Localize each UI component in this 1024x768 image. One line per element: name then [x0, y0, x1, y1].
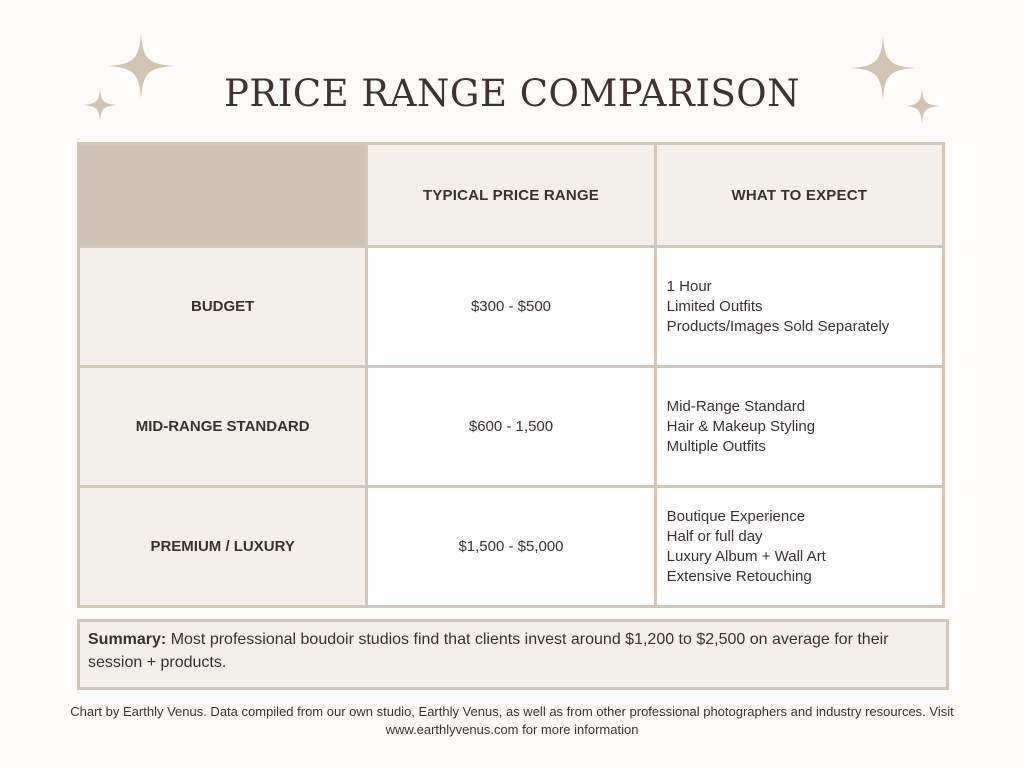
- expect-item: Products/Images Sold Separately: [666, 317, 890, 335]
- expect-item: Luxury Album + Wall Art: [666, 547, 826, 565]
- price-comparison-table: [77, 142, 945, 608]
- header-corner-cell: [79, 144, 367, 247]
- summary-label: Summary:: [88, 631, 167, 648]
- expect-item: 1 Hour: [666, 277, 712, 295]
- expect-item: Boutique Experience: [666, 507, 806, 525]
- page-title: PRICE RANGE COMPARISON: [223, 72, 800, 115]
- expect-item: Limited Outfits: [666, 297, 763, 315]
- column-header-price: TYPICAL PRICE RANGE: [367, 144, 655, 247]
- tier-label: PREMIUM / LUXURY: [79, 487, 367, 607]
- price-range-cell: $1,500 - $5,000: [367, 487, 655, 607]
- expect-item: Half or full day: [666, 527, 763, 545]
- table-row: [79, 247, 944, 367]
- expect-cell: [655, 487, 943, 607]
- expect-cell: [655, 367, 943, 487]
- table-row: [79, 487, 944, 607]
- expect-item: Extensive Retouching: [666, 567, 812, 585]
- summary-box: [77, 619, 949, 690]
- price-range-cell: $300 - $500: [367, 247, 655, 367]
- summary-text: Most professional boudoir studios find that clients invest around $1,200 to $2,500 on average for their session + products.: [88, 631, 889, 671]
- tier-label: MID-RANGE STANDARD: [79, 367, 367, 487]
- footer-credit: Chart by Earthly Venus. Data compiled from our own studio, Earthly Venus, as well as from other professional photographers and industry resources. Visit www.earthlyvenus.com for more information: [70, 704, 954, 737]
- expect-cell: [655, 247, 943, 367]
- price-range-cell: $600 - 1,500: [367, 367, 655, 487]
- table-row: [79, 367, 944, 487]
- expect-item: Hair & Makeup Styling: [666, 417, 816, 435]
- tier-label: BUDGET: [79, 247, 367, 367]
- column-header-expect: WHAT TO EXPECT: [655, 144, 943, 247]
- expect-item: Mid-Range Standard: [666, 397, 806, 415]
- table-header-row: [79, 144, 944, 247]
- expect-item: Multiple Outfits: [666, 437, 766, 455]
